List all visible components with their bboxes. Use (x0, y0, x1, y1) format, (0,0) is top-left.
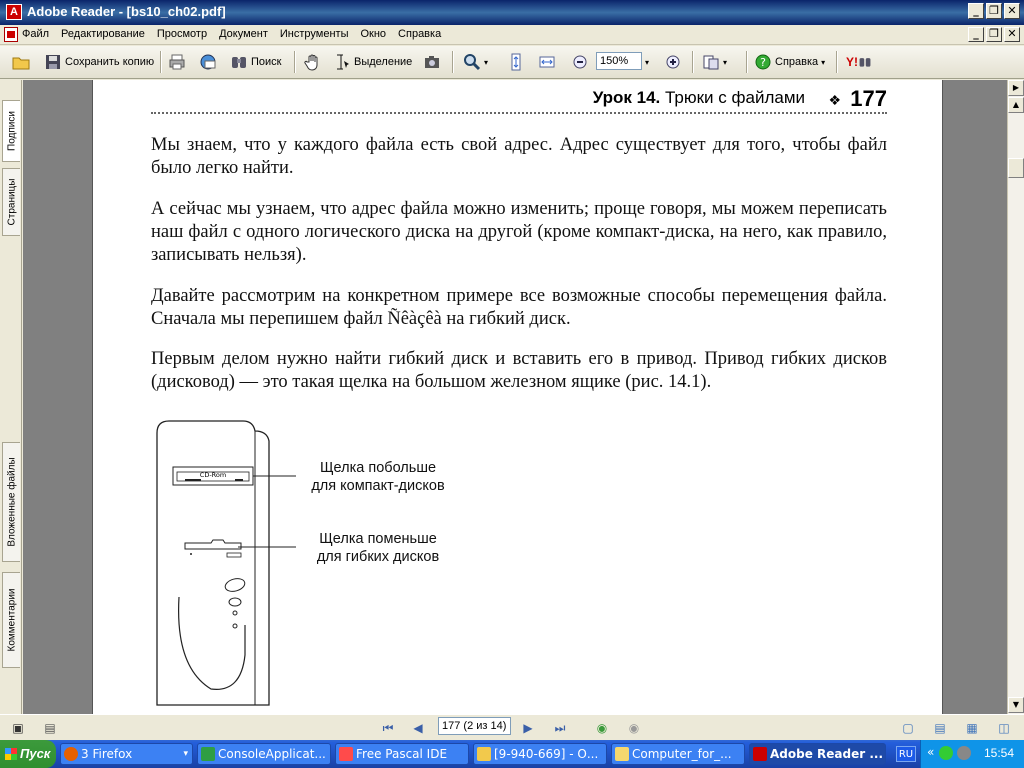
single-page-view-icon[interactable]: ▢ (902, 721, 914, 735)
paragraph: А сейчас мы узнаем, что адрес файла можно изменить; проще говоря, мы можем переписать наш файл с одного логического диска на другой (кроме компакт-диска, на него, как правило, записывать нельзя). (151, 199, 887, 265)
paragraph: Мы знаем, что у каждого файла есть свой адрес. Адрес существует для того, чтобы файл было легко найти. (151, 135, 887, 178)
chapter-title: Урок 14. Трюки с файлами (592, 88, 805, 107)
print-button[interactable] (168, 51, 189, 73)
tab-pages[interactable]: Страницы (2, 168, 20, 236)
adobe-reader-icon: A (6, 4, 22, 20)
page-number: 177 (850, 86, 887, 111)
figure-callout-lines (93, 80, 944, 714)
adobe-reader-icon (753, 747, 767, 761)
network-icon[interactable] (939, 746, 953, 760)
close-button[interactable]: ✕ (1004, 3, 1020, 19)
continuous-facing-view-icon[interactable]: ◫ (998, 721, 1010, 735)
window-controls (968, 3, 1020, 19)
menu-tools[interactable]: Инструменты (279, 28, 349, 40)
toolbar (0, 46, 1024, 79)
save-copy-button[interactable] (44, 51, 154, 73)
search-button[interactable] (230, 51, 281, 73)
volume-icon[interactable] (957, 746, 971, 760)
menu-document[interactable]: Документ (219, 28, 268, 40)
chat-icon (477, 747, 491, 761)
tab-signatures[interactable]: Подписи (2, 100, 20, 162)
doc-minimize-button[interactable]: _ (968, 27, 984, 42)
help-icon (754, 53, 772, 71)
svg-text:?: ? (760, 56, 766, 69)
hand-icon (304, 53, 322, 71)
system-tray (920, 740, 1024, 768)
folder-icon (615, 747, 629, 761)
scroll-thumb[interactable] (1008, 158, 1024, 178)
menu-edit[interactable]: Редактирование (61, 28, 145, 40)
taskbar (0, 740, 1024, 768)
select-label: Выделение (354, 56, 413, 68)
fit-page-icon (507, 53, 525, 71)
doc-restore-button[interactable]: ❐ (986, 27, 1002, 42)
pdf-page (92, 80, 943, 714)
magnifier-icon (463, 53, 481, 71)
next-page-button[interactable]: ▶ (523, 721, 533, 735)
paragraph: Давайте рассмотрим на конкретном примере все возможные способы перемещения файла. Сначала мы перепишем файл Ñêàçêà на гибкий диск. (151, 286, 887, 329)
tab-attachments[interactable]: Вложенные файлы (2, 442, 20, 562)
restore-button[interactable]: ❐ (986, 3, 1002, 19)
navigation-panel (0, 80, 22, 714)
task-adobe-reader[interactable]: Adobe Reader ... (749, 743, 886, 765)
snapshot-button[interactable] (423, 51, 444, 73)
menu-view[interactable]: Просмотр (156, 28, 208, 40)
title-bar (0, 0, 1024, 25)
scroll-right-arrow[interactable]: ▶ (1008, 80, 1024, 96)
open-button[interactable] (12, 51, 33, 73)
binoculars-icon (230, 53, 248, 71)
previous-page-button[interactable]: ◀ (413, 721, 423, 735)
task-free-pascal[interactable]: Free Pascal IDE (335, 743, 469, 765)
menu-help[interactable]: Справка (398, 28, 442, 40)
panel-toggle-icon[interactable]: ▣ (12, 721, 24, 735)
language-indicator[interactable]: RU (896, 746, 916, 762)
open-folder-icon (12, 53, 30, 71)
tab-comments[interactable]: Комментарии (2, 572, 20, 668)
menu-window[interactable]: Окно (360, 28, 387, 40)
vertical-scrollbar[interactable] (1007, 80, 1024, 714)
go-back-button[interactable]: ◉ (596, 721, 608, 735)
rotate-view-button[interactable]: ▾ (702, 51, 727, 73)
zoom-in-tool-button[interactable]: ▾ (463, 51, 488, 73)
doc-close-button[interactable]: ✕ (1004, 27, 1020, 42)
help-label: Справка (775, 56, 819, 68)
task-folder[interactable]: Computer_for_... (611, 743, 745, 765)
help-button[interactable]: ? Справка ▾ (754, 51, 825, 73)
search-label: Поиск (251, 56, 282, 68)
paragraph: Первым делом нужно найти гибкий диск и вставить его в привод. Привод гибких дисков (дисковод) — это такая щелка на большом железном ящике (рис. 14.1). (151, 349, 887, 392)
fit-width-icon (538, 53, 556, 71)
page-layout-icon (702, 53, 720, 71)
yahoo-icon: Y! (846, 55, 858, 69)
fit-page-button[interactable] (507, 51, 528, 73)
page-number-field[interactable]: 177 (2 из 14) (438, 717, 511, 735)
task-firefox[interactable]: 3 Firefox ▾ (60, 743, 193, 765)
go-forward-button[interactable]: ◉ (628, 721, 640, 735)
tray-expand-icon[interactable]: « (927, 745, 935, 759)
cd-rom-label: CD-Rom (199, 471, 227, 479)
zoom-in-icon (664, 53, 682, 71)
email-globe-icon (199, 53, 217, 71)
window-title: Adobe Reader - [bs10_ch02.pdf] (27, 4, 226, 19)
minimize-button[interactable]: _ (968, 3, 984, 19)
printer-icon (168, 53, 186, 71)
fit-width-button[interactable] (538, 51, 559, 73)
binoculars-icon (858, 55, 872, 69)
scroll-down-arrow[interactable]: ▼ (1008, 697, 1024, 713)
scroll-up-arrow[interactable]: ▲ (1008, 97, 1024, 113)
last-page-button[interactable]: ⏭ (554, 721, 566, 735)
email-button[interactable] (199, 51, 220, 73)
hand-tool-button[interactable] (304, 51, 325, 73)
text-cursor-icon (333, 53, 351, 71)
clock[interactable]: 15:54 (983, 746, 1014, 760)
page-icon[interactable]: ▤ (44, 721, 56, 735)
task-chat[interactable]: [9-940-669] - О... (473, 743, 607, 765)
menu-bar (0, 25, 1024, 45)
first-page-button[interactable]: ⏮ (382, 721, 394, 735)
zoom-input[interactable]: 150% (596, 52, 642, 70)
zoom-dropdown-arrow[interactable]: ▾ (645, 57, 650, 67)
start-button[interactable]: Пуск (0, 740, 56, 768)
console-app-icon (201, 747, 215, 761)
save-copy-label: Сохранить копию (65, 56, 155, 68)
document-icon[interactable] (4, 27, 18, 42)
floppy-disk-icon (44, 53, 62, 71)
document-view[interactable] (23, 80, 1007, 714)
zoom-in-button[interactable] (664, 51, 685, 73)
firefox-icon (64, 747, 78, 761)
select-tool-button[interactable] (333, 51, 412, 73)
callout-cd-slot: Щелка побольше для компакт-дисков (311, 460, 445, 494)
status-bar (0, 714, 1024, 739)
camera-icon (423, 53, 441, 71)
yahoo-button[interactable] (846, 51, 875, 73)
callout-floppy-slot: Щелка поменьше для гибких дисков (316, 531, 440, 565)
menu-file[interactable]: Файл (22, 28, 50, 40)
zoom-out-button[interactable] (571, 51, 592, 73)
facing-view-icon[interactable]: ▦ (966, 721, 978, 735)
continuous-view-icon[interactable]: ▤ (934, 721, 946, 735)
diamond-icon: ❖ (828, 92, 841, 108)
pascal-icon (339, 747, 353, 761)
task-console-app[interactable]: ConsoleApplicat... (197, 743, 331, 765)
zoom-out-icon (571, 53, 589, 71)
